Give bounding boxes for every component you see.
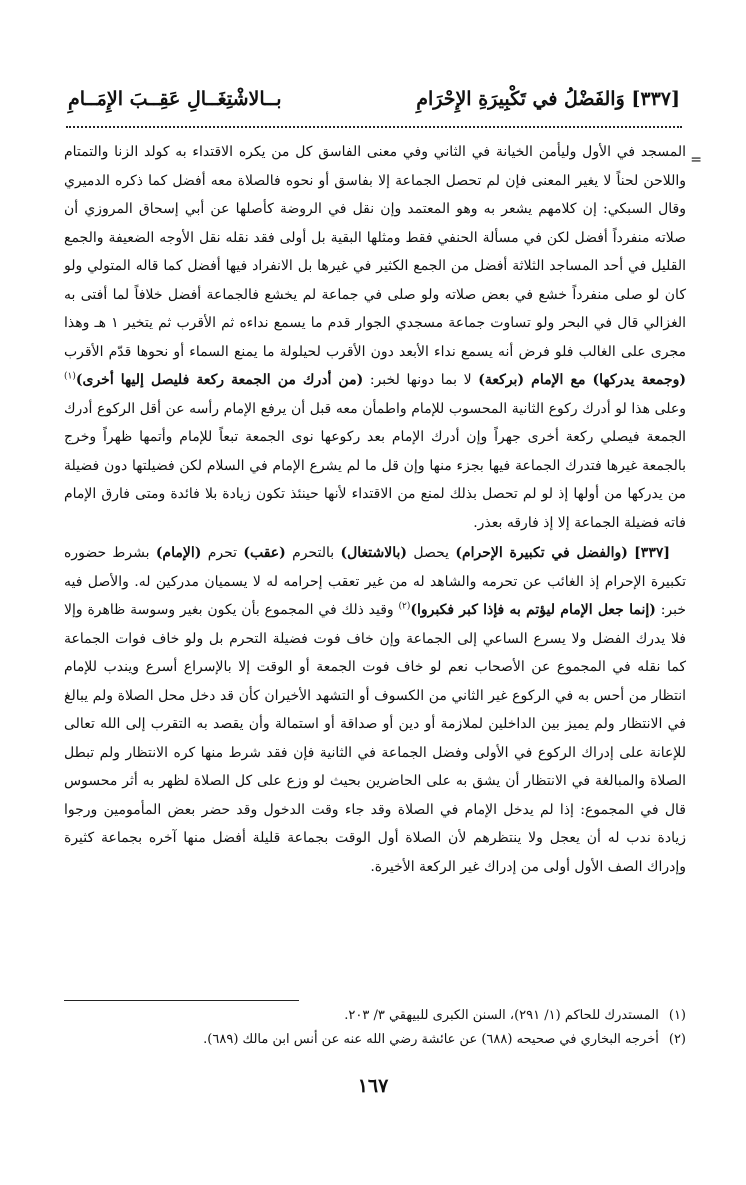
footnotes [64,1004,686,1052]
section-matn-3: (عقب) [243,545,286,561]
page-number: ١٦٧ [357,1075,389,1097]
section-text-1: يحصل [413,545,450,561]
paragraph-1-text: المسجد في الأول وليأمن الخيانة في الثاني وفي معنى الفاسق كل من يكره الاقتداء به كولد الزنا والتمتام واللاحن لحناً لا يغير المعنى فإن لم تحصل الجماعة إلا بفاسق أو نحوه فالصلاة معه أفضل كما ذكره الدميري وقال السبكي: إن كلامهم يشعر به وهو المعتمد وإن نقل في الروضة كأصلها عن أبي إسحاق المروزي أن صلاته منفرداً أفضل لكن في مسألة الحنفي فقط ومثلها البقية بل أولى فقد نقله نقل الأوجه الضعيفة والجمع القليل في أحد المساجد الثلاثة أفضل من الجمع الكثير في غيرها بل الانفراد فيها أفضل كما قاله المتولي ولو كان لو صلى منفرداً خشع في بعض صلاته ولو صلى في جماعة لم يخشع فالجماعة أفضل خلافاً لما أفتى به الغزالي قال في البحر ولو تساوت جماعة مسجدي الجوار قدم ما يسمع نداءه ثم الأقرب ثم يتخير ١ هـ وهذا مجرى على الغالب فلو فرض أنه يسمع نداء الأبعد دون الأقرب لحيلولة ما يمنع السماء أو نحوها قدّم الأقرب [64,144,686,360]
paragraph-1 [64,138,686,537]
paragraph-2 [64,539,686,881]
footnote-ref-1[interactable]: (١) [64,371,76,382]
section-text-3: تحرم [207,545,238,561]
footnote-1-text: المستدرك للحاكم (١/ ٢٩١)، السنن الكبرى للبيهقي ٣/ ٢٠٣. [344,1008,659,1023]
paragraph-1-text-3: وعلى هذا لو أدرك ركوع الثانية المحسوب للإمام واطمأن معه قبل أن يرفع الإمام رأسه عن أقل الركوع أدرك الجمعة فيصلي ركعة أخرى جهراً وإن أدرك الإمام بعد ركوعها نوى الجمعة تبعاً للإمام وأتمها ظهراً وخرج بالجمعة غيرها فتدرك الجماعة فيها بجزء منها وإن قل ما لم يشرع الإمام في السلام لكن فضيلتها دون فضيلة من يدركها من أولها إذ لو لم تحصل بذلك لمنع من الاقتداء لأنها حينئذ تكون زيادة بلا فائدة ومتى فارق الإمام فاته فضيلة الجماعة إلا إذ فارقه بعذر. [64,400,686,531]
section-matn-2: (بالاشتغال) [340,545,408,561]
running-header [68,88,680,110]
header-divider [66,126,682,128]
hadith-quote-2: (إنما جعل الإمام ليؤتم به فإذا كبر فكبروا) [410,602,656,618]
main-text [64,138,702,881]
footnote-divider [64,1000,299,1001]
section-text-5: وقيد ذلك في المجموع بأن يكون بغير وسوسة ظاهرة وإلا فلا يدرك الفضل ولا يسرع الساعي إلى الجماعة وإن خاف فوت فضيلة التحرم بل ولو خاف فوات الجماعة كما نقله في المجموع عن الأصحاب نعم لو خاف فوت الجمعة أو الوقت إلا بالإسراع أسرع ويندب للإمام انتظار من أحس به في الركوع غير الثاني من الكسوف أو التشهد الأخيران كأن قد دخل محل الصلاة ولم يبالغ في الانتظار ولم يميز بين الداخلين لملازمة أو دين أو صداقة أو استمالة وأن يقصد به التقرب إلى الله تعالى للإعانة على إدراك الركوع في الأولى وفضل الجماعة في الثانية فإن فقد شرط منها كره الانتظار ولم تبطل الصلاة والمبالغة في الانتظار أن يشق به على الحاضرين بحيث لو وزع على كل الصلاة لظهر به أثر محسوس قال في المجموع: إذا لم يدخل الإمام في الصلاة وقد جاء وقت الدخول وقد حضر بعض المأمومين ورجوا زيادة ندب له أن يعجل ولا ينتظرهم لأن الصلاة أول الوقت بجماعة قليلة أفضل منها آخره بجماعة كثيرة وإدراك الصف الأول أولى من إدراك غير الركعة الأخيرة. [64,602,686,875]
footnote-ref-2[interactable]: (٢) [398,601,411,612]
section-number: [٣٣٧] [634,545,670,561]
footnote-1-number: (١) [668,1008,686,1023]
hadith-quote-1: (من أدرك من الجمعة ركعة فليصل إليها أخرى) [75,372,364,388]
paragraph-1-text-2: لا بما دونها لخبر: [369,372,472,388]
continuation-mark: = [690,152,702,168]
footnote-1 [64,1004,686,1028]
section-text-4: بشرط حضوره تكبيرة الإحرام إذ الغائب عن تحرمه والشاهد له من غير تعقب إحرامه له لا يسميان مدركين له. والأصل فيه خبر: [64,545,687,618]
bold-matn-1: (وجمعة يدركها) مع الإمام (بركعة) [478,372,687,388]
footnote-2 [64,1028,686,1052]
section-matn-1: (والفضل في تكبيرة الإحرام) [455,545,628,561]
section-matn-4: (الإمام) [155,545,202,561]
header-title-left: بــالاشْتِغَــالِ عَقِــبَ الإِمَــامِ [68,88,282,110]
header-title-right: [٣٣٧] وَالفَضْلُ في تَكْبِيرَةِ الإِحْرَامِ [416,88,680,110]
footnote-2-text: أخرجه البخاري في صحيحه (٦٨٨) عن عائشة رضي الله عنه عن أنس ابن مالك (٦٨٩). [203,1032,659,1047]
section-text-2: بالتحرم [292,545,335,561]
footnote-2-number: (٢) [668,1032,686,1047]
